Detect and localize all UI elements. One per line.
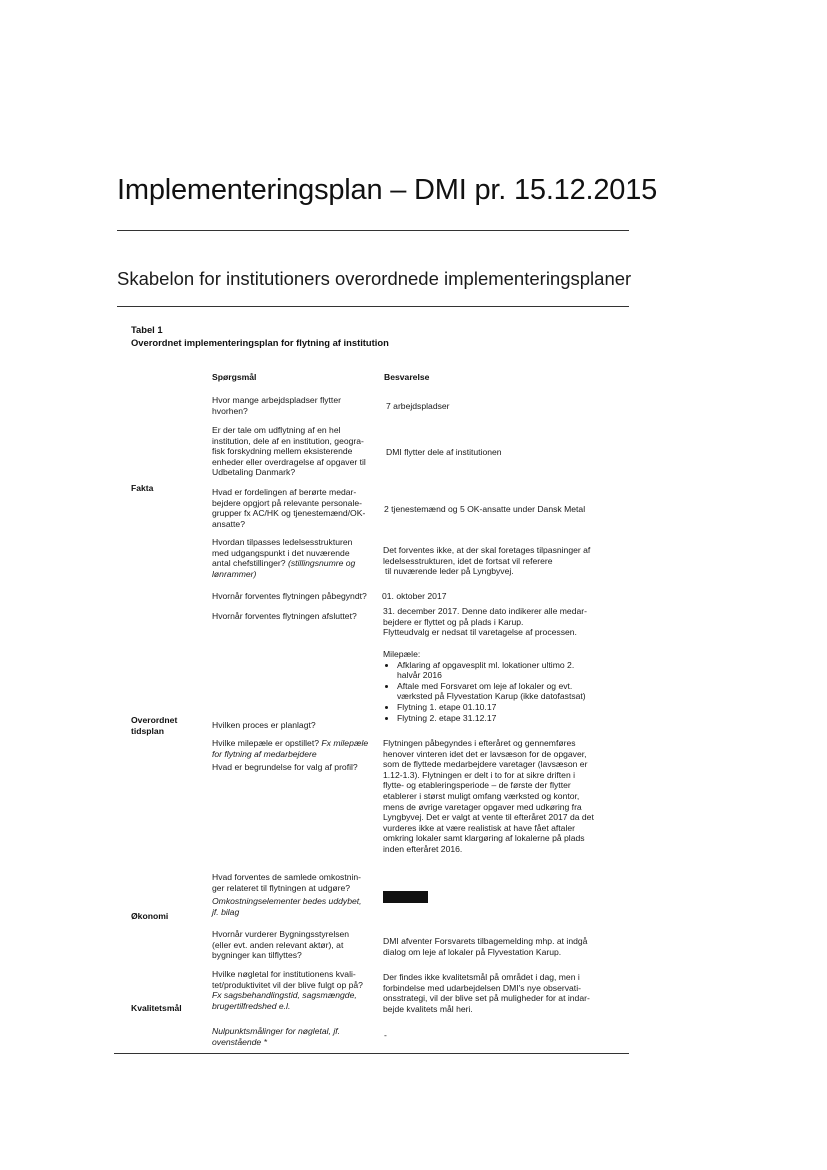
row7-question-milestones: Hvilke milepæle er opstillet? Fx milepæle for flytning af medarbejdere (212, 738, 369, 759)
row1-question: Hvor mange arbejdspladser flytter hvorhen? (212, 395, 341, 416)
row2-answer: DMI flytter dele af institutionen (386, 447, 502, 457)
row9-answer: DMI afventer Forsvarets tilbagemelding mhp. at indgå dialog om leje af lokaler på Flyvestation Karup. (383, 936, 588, 957)
page-subtitle: Skabelon for institutioners overordnede implementeringsplaner (117, 268, 632, 289)
title-divider (117, 230, 629, 231)
row3-answer: 2 tjenestemænd og 5 OK-ansatte under Dansk Metal (384, 504, 586, 514)
row4-question: Hvordan tilpasses ledelsesstrukturen med udgangspunkt i det nuværende antal chefstillinger? (stillingsnumre og lønrammer) (212, 537, 356, 579)
table-label: Tabel 1 (131, 324, 163, 335)
table-bottom-divider (114, 1053, 629, 1054)
milestones-label: Milepæle: (383, 649, 421, 659)
page-title: Implementeringsplan – DMI pr. 15.12.2015 (117, 174, 658, 206)
section-tidsplan-line2: tidsplan (131, 726, 164, 736)
subtitle-divider (117, 306, 629, 307)
section-tidsplan (131, 715, 177, 737)
row1-answer: 7 arbejdspladser (386, 401, 450, 411)
milestones-list (383, 660, 633, 724)
row6-question: Hvornår forventes flytningen afsluttet? (212, 611, 357, 621)
row2-question: Er der tale om udflytning af en hel institution, dele af en institution, geogra- fisk forskydning mellem eksisterende enheder eller overdragelse af opgaver til Udbetaling Danmark? (212, 425, 366, 478)
row3-question: Hvad er fordelingen af berørte medar- bejdere opgjort på relevante personale- grupper fx AC/HK og tjenestemænd/OK- ansatte? (212, 487, 366, 529)
row9-question: Hvornår vurderer Bygningsstyrelsen (eller evt. anden relevant aktør), at bygninger kan tilflyttes? (212, 929, 350, 961)
section-okonomi: Økonomi (131, 911, 169, 921)
row6-answer: 31. december 2017. Denne dato indikerer alle medar- bejdere er flyttet og på plads i Karup. Flytteudvalg er nedsat til varetagelse af processen. (383, 606, 587, 638)
redacted-amount (383, 891, 428, 903)
milestones-block (383, 649, 633, 723)
row11-answer: - (384, 1030, 387, 1040)
row4-answer: Det forventes ikke, at der skal foretages tilpasninger af ledelsesstrukturen, idet de fortsat vil referere til nuværende leder på Lyngbyvej. (383, 545, 591, 577)
row10-question: Hvilke nøgletal for institutionens kvali- tet/produktivitet vil der blive fulgt op på? Fx sagsbehandlingstid, sagsmængde, brugertilfredshed e.l. (212, 969, 363, 1011)
milestone-item: • Afklaring af opgavesplit ml. lokationer ultimo 2. halvår 2016 (397, 660, 633, 681)
milestone-item: • Flytning 2. etape 31.12.17 (397, 713, 633, 724)
section-kvalitet: Kvalitetsmål (131, 1003, 182, 1013)
section-tidsplan-line1: Overordnet (131, 715, 178, 725)
row7-question-profile: Hvad er begrundelse for valg af profil? (212, 762, 358, 772)
row7-question-process: Hvilken proces er planlagt? (212, 720, 316, 730)
section-fakta: Fakta (131, 483, 154, 493)
table-title: Overordnet implementeringsplan for flytning af institution (131, 337, 389, 348)
row8-question: Hvad forventes de samlede omkostnin- ger relateret til flytningen at udgøre? Omkostningselementer bedes uddybet, jf. bilag (212, 872, 362, 917)
row7-answer: Flytningen påbegyndes i efteråret og gennemføres henover vinteren idet det er lavsæson for de opgaver, som de flyttede medarbejdere varetager (lavsæson er 1.12-1.3). Flytningen er delt i to for at sikre driften i flytte- og etableringsperiode – de første der flytter etablerer i størst muligt omfang værksted og kontor, mens de øvrige varetager opgaver med udkøring fra Lyngbyvej. Det er valgt at vente til efteråret 2017 da det vurderes ikke at være realistisk at have fået aftaler omkring lokaler samt klargøring af lokalerne på plads inden efteråret 2016. (383, 738, 594, 854)
milestone-item: • Flytning 1. etape 01.10.17 (397, 702, 633, 713)
milestone-item: • Aftale med Forsvaret om leje af lokaler og evt. værksted på Flyvestation Karup (ikke datofastsat) (397, 681, 633, 702)
header-question: Spørgsmål (212, 372, 257, 382)
row11-question: Nulpunktsmålinger for nøgletal, jf. ovenstående * (212, 1026, 341, 1047)
header-answer: Besvarelse (384, 372, 430, 382)
row10-answer: Der findes ikke kvalitetsmål på området i dag, men i forbindelse med udarbejdelsen DMI's nye observati- onsstrategi, vil der blive set på muligheder for at indar- bejde kvalitets mål heri. (383, 972, 590, 1014)
row5-answer: 01. oktober 2017 (382, 591, 447, 601)
row5-question: Hvornår forventes flytningen påbegyndt? (212, 591, 367, 601)
